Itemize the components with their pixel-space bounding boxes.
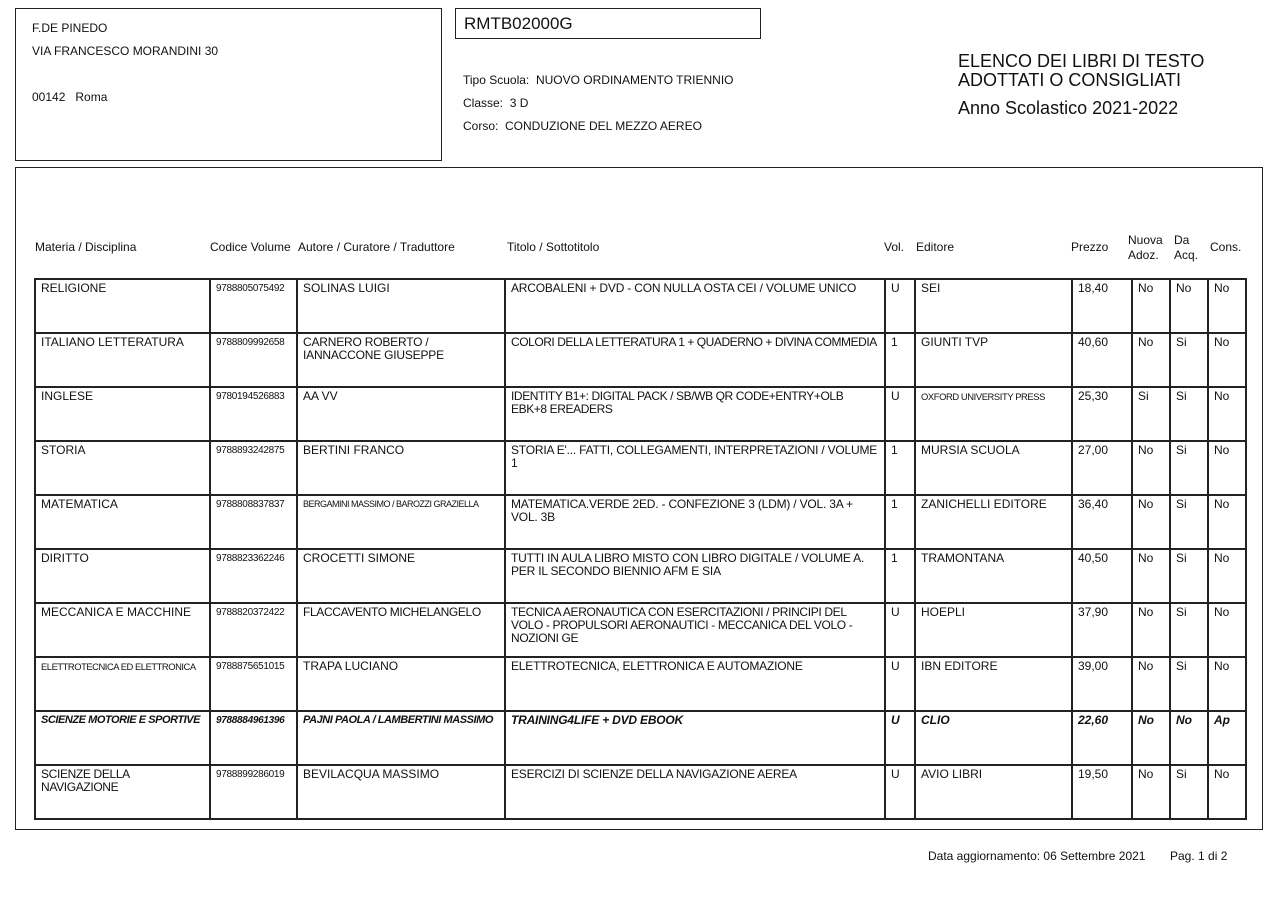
col-header-nuova-1: Nuova xyxy=(1128,233,1163,247)
tipo-scuola-label: Tipo Scuola: xyxy=(463,73,530,87)
table-row xyxy=(35,657,1246,711)
cell-da-acq: Si xyxy=(1170,441,1208,495)
col-header-codice: Codice Volume xyxy=(210,240,291,254)
cell-cons: No xyxy=(1208,657,1246,711)
cell-autore: PAJNI PAOLA / LAMBERTINI MASSIMO xyxy=(297,711,505,765)
cell-codice: 9788823362246 xyxy=(210,549,297,603)
cell-prezzo: 40,50 xyxy=(1072,549,1132,603)
document-title xyxy=(958,52,1204,118)
col-header-editore: Editore xyxy=(916,240,955,254)
cell-titolo: TECNICA AERONAUTICA CON ESERCITAZIONI / PRINCIPI DEL VOLO - PROPULSORI AERONAUTICI - MECCANICA DEL VOLO - NOZIONI GE xyxy=(505,603,885,657)
cell-nuova-adoz: No xyxy=(1132,441,1170,495)
cell-editore: TRAMONTANA xyxy=(915,549,1072,603)
cell-materia: MECCANICA E MACCHINE xyxy=(35,603,210,657)
cell-cons: Ap xyxy=(1208,711,1246,765)
cell-codice: 9788875651015 xyxy=(210,657,297,711)
table-row xyxy=(35,333,1246,387)
cell-nuova-adoz: No xyxy=(1132,711,1170,765)
cell-materia: DIRITTO xyxy=(35,549,210,603)
classe-line xyxy=(463,96,528,110)
cell-vol: U xyxy=(885,711,915,765)
tipo-scuola-line xyxy=(463,73,734,87)
cell-codice: 9788884961396 xyxy=(210,711,297,765)
cell-titolo: ESERCIZI DI SCIENZE DELLA NAVIGAZIONE AEREA xyxy=(505,765,885,819)
table-row xyxy=(35,603,1246,657)
page-number: Pag. 1 di 2 xyxy=(1170,849,1228,863)
cell-titolo: ELETTROTECNICA, ELETTRONICA E AUTOMAZIONE xyxy=(505,657,885,711)
col-header-autore: Autore / Curatore / Traduttore xyxy=(298,240,455,254)
title-line-1: ELENCO DEI LIBRI DI TESTO xyxy=(958,51,1205,71)
table-row xyxy=(35,549,1246,603)
school-address: VIA FRANCESCO MORANDINI 30 xyxy=(32,44,219,58)
cell-nuova-adoz: No xyxy=(1132,765,1170,819)
cell-cons: No xyxy=(1208,387,1246,441)
classe-value: 3 D xyxy=(509,96,529,110)
cell-editore: GIUNTI TVP xyxy=(915,333,1072,387)
cell-autore: TRAPA LUCIANO xyxy=(297,657,505,711)
cell-editore: SEI xyxy=(915,279,1072,333)
corso-label: Corso: xyxy=(463,119,499,133)
cell-codice: 9788893242875 xyxy=(210,441,297,495)
col-header-nuova xyxy=(1128,233,1163,263)
cell-cons: No xyxy=(1208,495,1246,549)
cell-prezzo: 27,00 xyxy=(1072,441,1132,495)
col-header-nuova-2: Adoz. xyxy=(1128,248,1159,262)
cell-materia: SCIENZE MOTORIE E SPORTIVE xyxy=(35,711,210,765)
cell-codice: 9780194526883 xyxy=(210,387,297,441)
cell-editore: HOEPLI xyxy=(915,603,1072,657)
cell-titolo: ARCOBALENI + DVD - CON NULLA OSTA CEI / VOLUME UNICO xyxy=(505,279,885,333)
cell-nuova-adoz: No xyxy=(1132,279,1170,333)
cell-vol: 1 xyxy=(885,333,915,387)
cell-vol: U xyxy=(885,603,915,657)
cell-codice: 9788805075492 xyxy=(210,279,297,333)
col-header-da-1: Da xyxy=(1174,233,1190,247)
cell-editore: AVIO LIBRI xyxy=(915,765,1072,819)
table-row xyxy=(35,279,1246,333)
cell-nuova-adoz: No xyxy=(1132,549,1170,603)
cell-titolo: COLORI DELLA LETTERATURA 1 + QUADERNO + DIVINA COMMEDIA xyxy=(505,333,885,387)
table-row xyxy=(35,765,1246,819)
cell-titolo: TRAINING4LIFE + DVD EBOOK xyxy=(505,711,885,765)
cell-vol: U xyxy=(885,387,915,441)
cell-autore: CROCETTI SIMONE xyxy=(297,549,505,603)
cell-prezzo: 37,90 xyxy=(1072,603,1132,657)
cell-vol: U xyxy=(885,765,915,819)
cell-editore: ZANICHELLI EDITORE xyxy=(915,495,1072,549)
school-cap: 00142 xyxy=(32,90,66,104)
table-row xyxy=(35,495,1246,549)
cell-vol: U xyxy=(885,657,915,711)
cell-prezzo: 22,60 xyxy=(1072,711,1132,765)
cell-da-acq: No xyxy=(1170,711,1208,765)
cell-nuova-adoz: No xyxy=(1132,657,1170,711)
school-city-line xyxy=(32,90,107,104)
school-name: F.DE PINEDO xyxy=(32,21,108,35)
cell-materia: INGLESE xyxy=(35,387,210,441)
cell-editore: MURSIA SCUOLA xyxy=(915,441,1072,495)
col-header-titolo: Titolo / Sottotitolo xyxy=(507,240,600,254)
cell-nuova-adoz: No xyxy=(1132,603,1170,657)
school-code: RMTB02000G xyxy=(455,8,761,39)
update-date: Data aggiornamento: 06 Settembre 2021 xyxy=(928,849,1146,863)
table-row-highlighted xyxy=(35,711,1246,765)
col-header-da-2: Acq. xyxy=(1174,248,1199,262)
cell-titolo: MATEMATICA.VERDE 2ED. - CONFEZIONE 3 (LDM) / VOL. 3A + VOL. 3B xyxy=(505,495,885,549)
cell-prezzo: 19,50 xyxy=(1072,765,1132,819)
cell-nuova-adoz: Si xyxy=(1132,387,1170,441)
cell-da-acq: Si xyxy=(1170,333,1208,387)
col-header-cons: Cons. xyxy=(1210,240,1242,254)
cell-cons: No xyxy=(1208,441,1246,495)
cell-cons: No xyxy=(1208,549,1246,603)
cell-autore: AA VV xyxy=(297,387,505,441)
cell-vol: 1 xyxy=(885,549,915,603)
cell-nuova-adoz: No xyxy=(1132,495,1170,549)
cell-editore: CLIO xyxy=(915,711,1072,765)
cell-vol: 1 xyxy=(885,441,915,495)
cell-materia: ITALIANO LETTERATURA xyxy=(35,333,210,387)
cell-autore: BEVILACQUA MASSIMO xyxy=(297,765,505,819)
cell-editore: OXFORD UNIVERSITY PRESS xyxy=(915,387,1072,441)
tipo-scuola-value: NUOVO ORDINAMENTO TRIENNIO xyxy=(535,73,734,87)
cell-codice: 9788899286019 xyxy=(210,765,297,819)
cell-vol: U xyxy=(885,279,915,333)
table-row xyxy=(35,387,1246,441)
cell-materia: ELETTROTECNICA ED ELETTRONICA xyxy=(35,657,210,711)
cell-vol: 1 xyxy=(885,495,915,549)
cell-da-acq: Si xyxy=(1170,765,1208,819)
cell-cons: No xyxy=(1208,279,1246,333)
col-header-da xyxy=(1174,233,1198,263)
cell-da-acq: Si xyxy=(1170,603,1208,657)
cell-da-acq: No xyxy=(1170,279,1208,333)
cell-prezzo: 39,00 xyxy=(1072,657,1132,711)
cell-autore: FLACCAVENTO MICHELANGELO xyxy=(297,603,505,657)
cell-autore: CARNERO ROBERTO / IANNACCONE GIUSEPPE xyxy=(297,333,505,387)
school-info-box xyxy=(15,8,442,161)
cell-autore: BERTINI FRANCO xyxy=(297,441,505,495)
cell-nuova-adoz: No xyxy=(1132,333,1170,387)
cell-cons: No xyxy=(1208,333,1246,387)
cell-prezzo: 40,60 xyxy=(1072,333,1132,387)
title-line-2: ADOTTATI O CONSIGLIATI xyxy=(958,70,1182,90)
classe-label: Classe: xyxy=(463,96,504,110)
cell-materia: MATEMATICA xyxy=(35,495,210,549)
cell-codice: 9788808837837 xyxy=(210,495,297,549)
cell-editore: IBN EDITORE xyxy=(915,657,1072,711)
col-header-materia: Materia / Disciplina xyxy=(35,240,137,254)
cell-materia: STORIA xyxy=(35,441,210,495)
books-table xyxy=(34,278,1247,820)
cell-autore: SOLINAS LUIGI xyxy=(297,279,505,333)
cell-da-acq: Si xyxy=(1170,549,1208,603)
cell-materia: SCIENZE DELLA NAVIGAZIONE xyxy=(35,765,210,819)
cell-titolo: IDENTITY B1+: DIGITAL PACK / SB/WB QR CODE+ENTRY+OLB EBK+8 EREADERS xyxy=(505,387,885,441)
school-city: Roma xyxy=(75,90,108,104)
cell-cons: No xyxy=(1208,603,1246,657)
cell-materia: RELIGIONE xyxy=(35,279,210,333)
school-year: Anno Scolastico 2021-2022 xyxy=(958,98,1179,118)
cell-prezzo: 18,40 xyxy=(1072,279,1132,333)
cell-titolo: STORIA E'... FATTI, COLLEGAMENTI, INTERPRETAZIONI / VOLUME 1 xyxy=(505,441,885,495)
table-row xyxy=(35,441,1246,495)
cell-codice: 9788820372422 xyxy=(210,603,297,657)
cell-da-acq: Si xyxy=(1170,387,1208,441)
cell-prezzo: 36,40 xyxy=(1072,495,1132,549)
col-header-vol: Vol. xyxy=(884,240,905,254)
cell-prezzo: 25,30 xyxy=(1072,387,1132,441)
corso-line xyxy=(463,119,702,133)
corso-value: CONDUZIONE DEL MEZZO AEREO xyxy=(505,119,702,133)
cell-cons: No xyxy=(1208,765,1246,819)
cell-da-acq: Si xyxy=(1170,495,1208,549)
cell-codice: 9788809992658 xyxy=(210,333,297,387)
cell-da-acq: Si xyxy=(1170,657,1208,711)
cell-titolo: TUTTI IN AULA LIBRO MISTO CON LIBRO DIGITALE / VOLUME A. PER IL SECONDO BIENNIO AFM E SIA xyxy=(505,549,885,603)
cell-autore: BERGAMINI MASSIMO / BAROZZI GRAZIELLA xyxy=(297,495,505,549)
col-header-prezzo: Prezzo xyxy=(1071,240,1109,254)
